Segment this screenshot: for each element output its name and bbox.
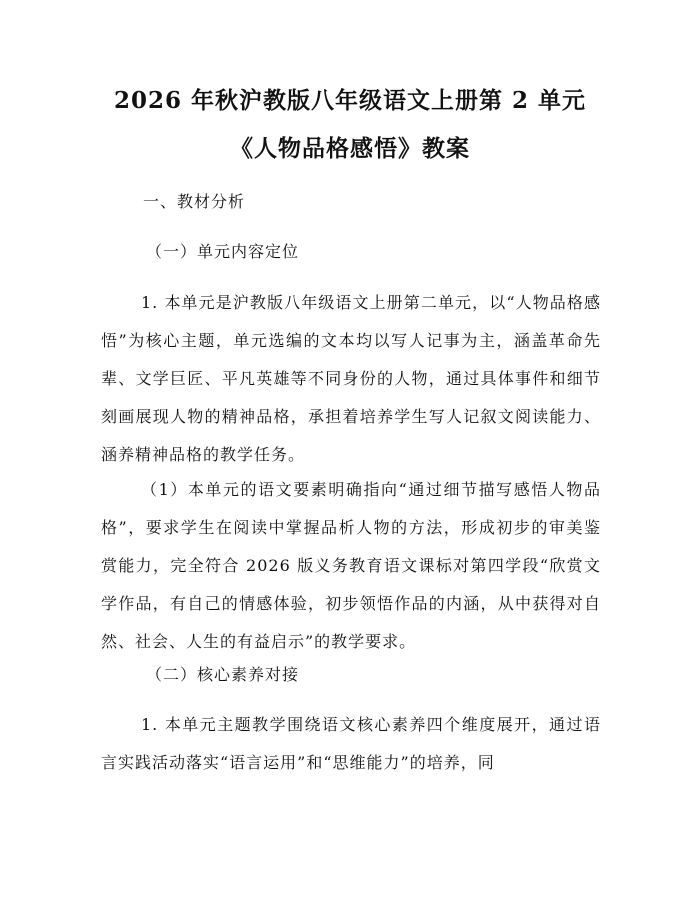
document-title-line-1: 2026 年秋沪教版八年级语文上册第 2 单元	[113, 87, 587, 114]
subsection-heading-unit-content-positioning: （一）单元内容定位	[146, 242, 300, 261]
subsection-heading-core-literacy: （二）核心素养对接	[146, 665, 300, 684]
paragraph-language-elements: （1）本单元的语文要素明确指向“通过细节描写感悟人物品格”，要求学生在阅读中掌握品析人物的方法，形成初步的审美鉴赏能力，完全符合 2026 版义务教育语文课标对第四学段“欣赏文学作品，有自己的情感体验，初步领悟作品的内涵，从中获得对自然、社会、人生的有益启示”的教学要求。	[101, 480, 601, 651]
section-heading-teaching-material-analysis: 一、教材分析	[143, 192, 246, 211]
paragraph-core-literacy: 1. 本单元主题教学围绕语文核心素养四个维度展开，通过语言实践活动落实“语言运用”和“思维能力”的培养，同	[101, 715, 601, 772]
document-title-line-2: 《人物品格感悟》教案	[230, 135, 470, 162]
paragraph-unit-overview: 1. 本单元是沪教版八年级语文上册第二单元，以“人物品格感悟”为核心主题，单元选编的文本均以写人记事为主，涵盖革命先辈、文学巨匠、平凡英雄等不同身份的人物，通过具体事件和细节刻画展现人物的精神品格，承担着培养学生写人记叙文阅读能力、涵养精神品格的教学任务。	[101, 293, 601, 464]
